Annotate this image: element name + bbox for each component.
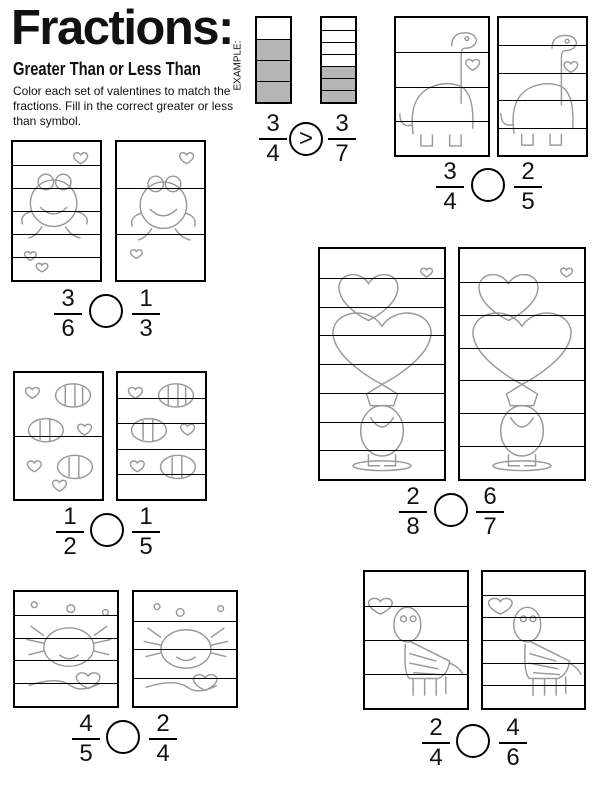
fraction-part-divider xyxy=(483,663,584,664)
fraction-part-divider xyxy=(396,87,488,88)
axolotl-card-right[interactable] xyxy=(132,590,238,708)
bees-card-right[interactable] xyxy=(116,371,207,501)
example-fraction-right: 3 7 xyxy=(325,112,359,166)
fraction-part-divider xyxy=(13,234,100,235)
frog-fraction-right: 1 3 xyxy=(129,287,163,341)
fraction-part-divider xyxy=(499,45,586,46)
fraction-part-divider xyxy=(15,660,117,661)
fraction-part-divider xyxy=(320,450,444,451)
fraction-part-divider xyxy=(13,188,100,189)
bee-icon xyxy=(118,373,205,499)
fraction-part-divider xyxy=(134,649,236,650)
fraction-part-divider xyxy=(320,422,444,423)
fraction-part-divider xyxy=(15,683,117,684)
zebra-card-right[interactable] xyxy=(481,570,586,710)
gnome-card-left[interactable] xyxy=(318,247,446,481)
frog-card-left[interactable] xyxy=(11,140,102,282)
fraction-part-divider xyxy=(322,66,355,67)
fraction-part-divider xyxy=(499,100,586,101)
fraction-part-divider xyxy=(13,165,100,166)
shaded-part xyxy=(257,81,290,102)
example-fraction-left: 3 4 xyxy=(256,112,290,166)
bees-fraction-left: 1 2 xyxy=(53,505,87,559)
fraction-part-divider xyxy=(13,211,100,212)
fraction-part-divider xyxy=(499,128,586,129)
shaded-part xyxy=(257,39,290,60)
fraction-part-divider xyxy=(365,606,467,607)
fraction-part-divider xyxy=(365,674,467,675)
fraction-part-divider xyxy=(483,640,584,641)
fraction-part-divider xyxy=(118,398,205,399)
fraction-part-divider xyxy=(117,234,204,235)
page-title: Fractions: xyxy=(11,1,233,55)
fraction-part-divider xyxy=(499,73,586,74)
fraction-part-divider xyxy=(483,617,584,618)
fraction-part-divider xyxy=(460,413,584,414)
axolotl-icon xyxy=(15,592,117,706)
fraction-part-divider xyxy=(460,282,584,283)
shaded-part xyxy=(322,78,355,90)
fraction-part-divider xyxy=(118,474,205,475)
shaded-part xyxy=(322,66,355,78)
frog-icon xyxy=(117,142,204,280)
example-bar-right xyxy=(320,16,357,104)
dinosaur-card-right[interactable] xyxy=(497,16,588,157)
dinosaur-fraction-left: 3 4 xyxy=(433,160,467,214)
bees-fraction-right: 1 5 xyxy=(129,505,163,559)
fraction-part-divider xyxy=(257,81,290,82)
fraction-part-divider xyxy=(460,446,584,447)
fraction-part-divider xyxy=(257,39,290,40)
gnome-card-right[interactable] xyxy=(458,247,586,481)
fraction-part-divider xyxy=(322,54,355,55)
gnome-fraction-right: 6 7 xyxy=(473,485,507,539)
fraction-part-divider xyxy=(322,30,355,31)
shaded-part xyxy=(257,60,290,81)
frog-card-right[interactable] xyxy=(115,140,206,282)
fraction-part-divider xyxy=(322,78,355,79)
dinosaur-fraction-right: 2 5 xyxy=(511,160,545,214)
dinosaur-icon xyxy=(499,18,586,155)
gnome-comparison-circle[interactable] xyxy=(434,493,468,527)
axolotl-fraction-right: 2 4 xyxy=(146,712,180,766)
frog-comparison-circle[interactable] xyxy=(89,294,123,328)
fraction-part-divider xyxy=(118,449,205,450)
axolotl-comparison-circle[interactable] xyxy=(106,720,140,754)
bees-comparison-circle[interactable] xyxy=(90,513,124,547)
zebra-card-left[interactable] xyxy=(363,570,469,710)
example-label: EXAMPLE: xyxy=(232,40,244,91)
page-subtitle: Greater Than or Less Than xyxy=(13,59,201,79)
bees-card-left[interactable] xyxy=(13,371,104,501)
example-comparison-circle: > xyxy=(289,122,323,156)
fraction-part-divider xyxy=(320,278,444,279)
fraction-part-divider xyxy=(322,42,355,43)
dinosaur-comparison-circle[interactable] xyxy=(471,168,505,202)
dinosaur-card-left[interactable] xyxy=(394,16,490,157)
fraction-part-divider xyxy=(322,90,355,91)
fraction-part-divider xyxy=(320,393,444,394)
fraction-part-divider xyxy=(483,595,584,596)
axolotl-card-left[interactable] xyxy=(13,590,119,708)
fraction-part-divider xyxy=(320,335,444,336)
fraction-part-divider xyxy=(365,640,467,641)
fraction-part-divider xyxy=(117,188,204,189)
fraction-part-divider xyxy=(320,364,444,365)
fraction-part-divider xyxy=(396,52,488,53)
fraction-part-divider xyxy=(134,621,236,622)
example-bar-left xyxy=(255,16,292,104)
fraction-part-divider xyxy=(396,121,488,122)
fraction-part-divider xyxy=(13,257,100,258)
axolotl-fraction-left: 4 5 xyxy=(69,712,103,766)
fraction-part-divider xyxy=(320,307,444,308)
instructions: Color each set of valentines to match the fractions. Fill in the correct greater or less than symbol. xyxy=(13,84,234,128)
fraction-part-divider xyxy=(460,380,584,381)
fraction-part-divider xyxy=(118,423,205,424)
fraction-part-divider xyxy=(460,315,584,316)
gnome-icon xyxy=(460,249,584,479)
fraction-part-divider xyxy=(15,615,117,616)
fraction-part-divider xyxy=(134,678,236,679)
fraction-part-divider xyxy=(15,638,117,639)
zebra-comparison-circle[interactable] xyxy=(456,724,490,758)
frog-fraction-left: 3 6 xyxy=(51,287,85,341)
fraction-part-divider xyxy=(460,348,584,349)
fraction-part-divider xyxy=(15,436,102,437)
zebra-fraction-right: 4 6 xyxy=(496,716,530,770)
zebra-fraction-left: 2 4 xyxy=(419,716,453,770)
fraction-part-divider xyxy=(483,685,584,686)
shaded-part xyxy=(322,90,355,102)
gnome-fraction-left: 2 8 xyxy=(396,485,430,539)
fraction-part-divider xyxy=(257,60,290,61)
